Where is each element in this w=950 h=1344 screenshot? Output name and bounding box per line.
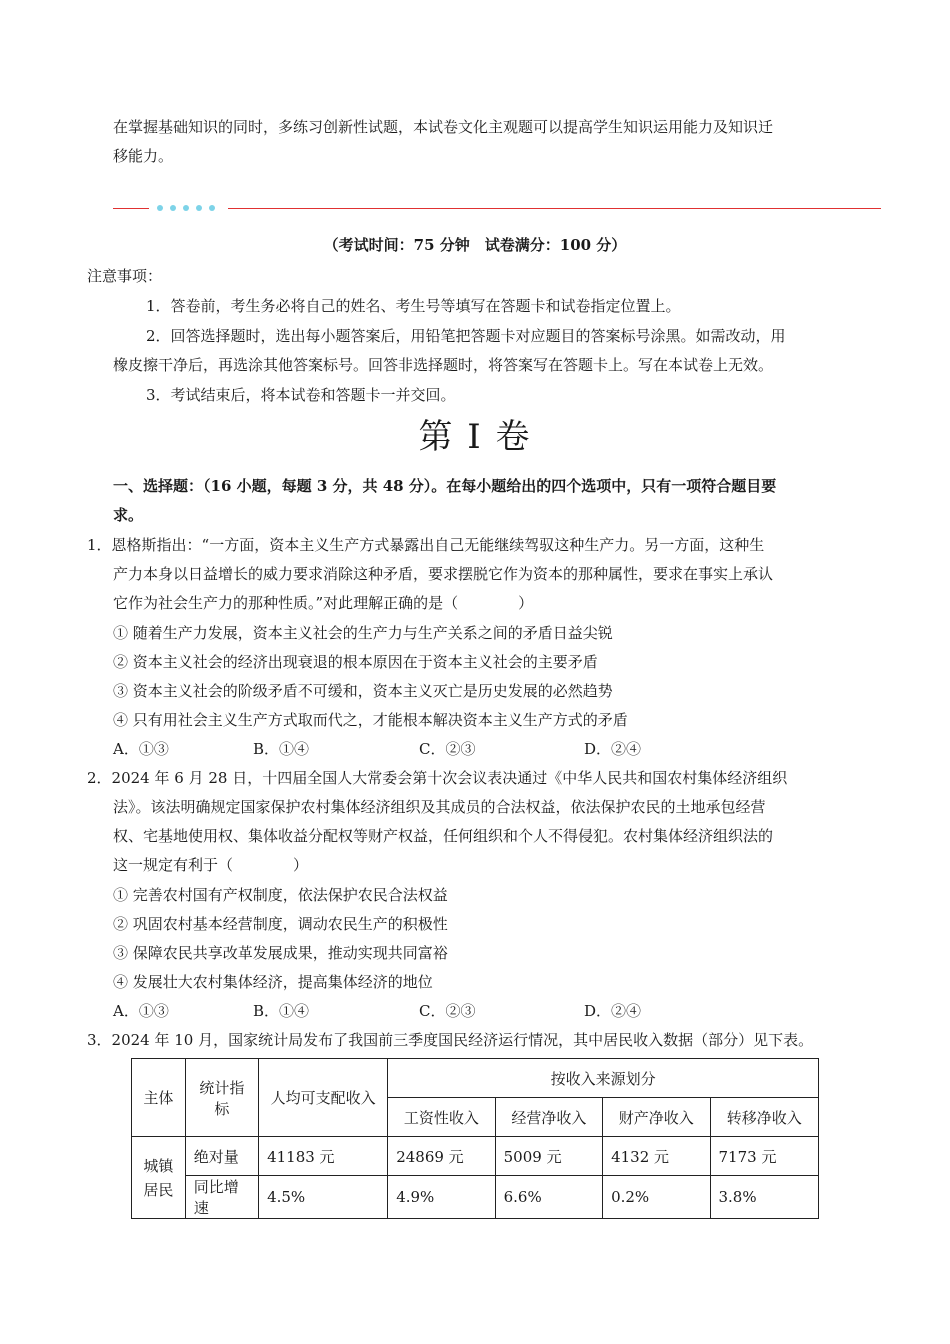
divider-dots: [157, 205, 215, 211]
q2-option-a: A．①③: [113, 1002, 169, 1020]
cell-disposable: 41183 元: [259, 1137, 388, 1176]
cell-transfer: 7173 元: [710, 1137, 819, 1176]
q2-stem-line-1: 2．2024 年 6 月 28 日，十四届全国人大常委会第十次会议表决通过《中华人民共和国农村集体经济组织: [87, 769, 788, 787]
header-transfer-income: 转移净收入: [710, 1098, 819, 1137]
divider-right: [228, 208, 881, 209]
section-heading-line-2: 求。: [113, 506, 144, 524]
q2-stem-line-3: 权、宅基地使用权、集体收益分配权等财产权益，任何组织和个人不得侵犯。农村集体经济组织法的: [113, 827, 774, 845]
notice-item-3: 3．考试结束后，将本试卷和答题卡一并交回。: [146, 386, 456, 404]
q2-statement-4: ④ 发展壮大农村集体经济，提高集体经济的地位: [113, 973, 433, 991]
table-row: [132, 1176, 819, 1219]
q1-option-b: B．①④: [253, 740, 310, 758]
q1-statement-3: ③ 资本主义社会的阶级矛盾不可缓和，资本主义灭亡是历史发展的必然趋势: [113, 682, 613, 700]
notice-item-2-line-1: 2．回答选择题时，选出每小题答案后，用铅笔把答题卡对应题目的答案标号涂黑。如需改动，用: [146, 327, 786, 345]
q1-statement-2: ② 资本主义社会的经济出现衰退的根本原因在于资本主义社会的主要矛盾: [113, 653, 598, 671]
q1-statement-4: ④ 只有用社会主义生产方式取而代之，才能根本解决资本主义生产方式的矛盾: [113, 711, 628, 729]
q3-stem-line-1: 3．2024 年 10 月，国家统计局发布了我国前三季度国民经济运行情况，其中居民收入数据（部分）见下表。: [87, 1031, 814, 1049]
income-table: [131, 1058, 819, 1219]
q2-statement-3: ③ 保障农民共享改革发展成果，推动实现共同富裕: [113, 944, 448, 962]
cell-wage: 4.9%: [388, 1176, 495, 1219]
q2-option-d: D．②④: [584, 1002, 642, 1020]
q2-statement-2: ② 巩固农村基本经营制度，调动农民生产的积极性: [113, 915, 448, 933]
q1-stem-line-3: 它作为社会生产力的那种性质。”对此理解正确的是（ ）: [113, 594, 534, 612]
exam-info: （考试时间：75 分钟 试卷满分：100 分）: [323, 236, 627, 254]
cell-disposable: 4.5%: [259, 1176, 388, 1219]
notice-heading: 注意事项：: [87, 267, 163, 285]
header-subject: 主体: [132, 1059, 186, 1137]
header-by-source: 按收入来源划分: [388, 1059, 819, 1098]
q1-option-a: A．①③: [113, 740, 169, 758]
q1-option-d: D．②④: [584, 740, 642, 758]
dot-4: [196, 205, 202, 211]
volume-title: 第 I 卷: [418, 417, 532, 457]
q2-statement-1: ① 完善农村国有产权制度，依法保护农民合法权益: [113, 886, 448, 904]
q1-statement-1: ① 随着生产力发展，资本主义社会的生产力与生产关系之间的矛盾日益尖锐: [113, 624, 613, 642]
dot-3: [183, 205, 189, 211]
q2-stem-line-4: 这一规定有利于（ ）: [113, 856, 309, 874]
cell-property: 4132 元: [603, 1137, 710, 1176]
row-label: 同比增速: [185, 1176, 258, 1219]
q2-option-c: C．②③: [419, 1002, 476, 1020]
header-indicator: 统计指标: [185, 1059, 258, 1137]
header-wage-income: 工资性收入: [388, 1098, 495, 1137]
cell-property: 0.2%: [603, 1176, 710, 1219]
q1-option-c: C．②③: [419, 740, 476, 758]
header-property-income: 财产净收入: [603, 1098, 710, 1137]
subject-urban-residents: 城镇 居民: [132, 1137, 186, 1219]
intro-line-2: 移能力。: [113, 147, 174, 165]
row-label: 绝对量: [185, 1137, 258, 1176]
cell-business: 6.6%: [495, 1176, 602, 1219]
header-disposable-income: 人均可支配收入: [259, 1059, 388, 1137]
divider-left: [113, 208, 149, 209]
q2-stem-line-2: 法》。该法明确规定国家保护农村集体经济组织及其成员的合法权益，依法保护农民的土地承包经营: [113, 798, 766, 816]
cell-wage: 24869 元: [388, 1137, 495, 1176]
q2-option-b: B．①④: [253, 1002, 310, 1020]
section-heading-line-1: 一、选择题：（16 小题，每题 3 分，共 48 分）。在每小题给出的四个选项中，只有一项符合题目要: [113, 477, 777, 495]
cell-business: 5009 元: [495, 1137, 602, 1176]
header-business-income: 经营净收入: [495, 1098, 602, 1137]
cell-transfer: 3.8%: [710, 1176, 819, 1219]
dot-1: [157, 205, 163, 211]
table-row: [132, 1137, 819, 1176]
notice-item-2-line-2: 橡皮擦干净后，再选涂其他答案标号。回答非选择题时，将答案写在答题卡上。写在本试卷上无效。: [113, 356, 774, 374]
q1-stem-line-2: 产力本身以日益增长的威力要求消除这种矛盾，要求摆脱它作为资本的那种属性，要求在事实上承认: [113, 565, 774, 583]
dot-5: [209, 205, 215, 211]
notice-item-1: 1．答卷前，考生务必将自己的姓名、考生号等填写在答题卡和试卷指定位置上。: [146, 297, 681, 315]
q1-stem-line-1: 1．恩格斯指出：“一方面，资本主义生产方式暴露出自己无能继续驾驭这种生产力。另一方面，这种生: [87, 536, 765, 554]
intro-line-1: 在掌握基础知识的同时，多练习创新性试题，本试卷文化主观题可以提高学生知识运用能力及知识迁: [113, 118, 774, 136]
dot-2: [170, 205, 176, 211]
